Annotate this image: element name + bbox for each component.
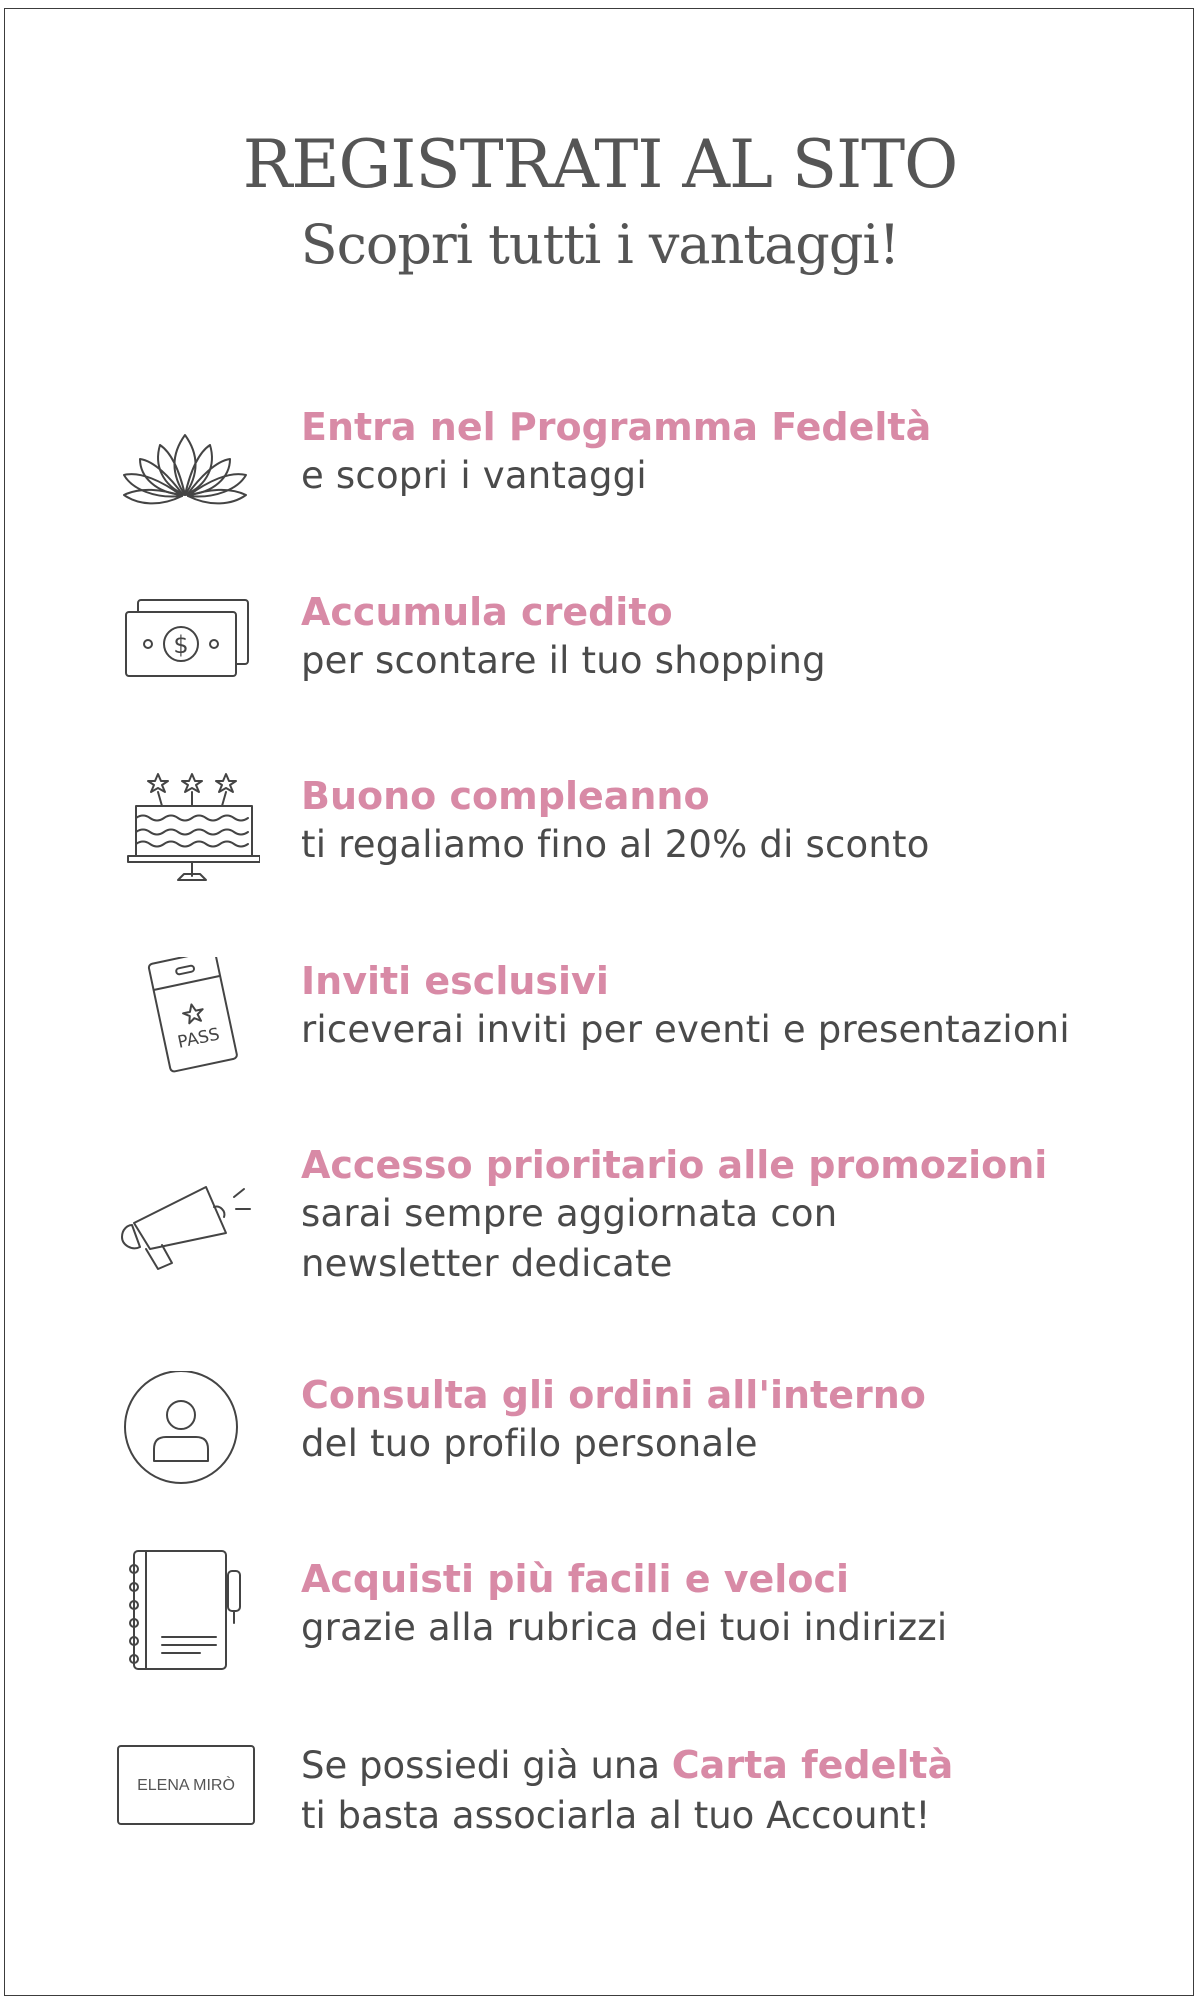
money-icon <box>110 588 260 718</box>
page-subtitle: Scopri tutti i vantaggi! <box>300 213 900 276</box>
benefit-description: ti regaliamo fino al 20% di sconto <box>301 823 930 866</box>
loyalty-card-highlight: Carta fedeltà <box>671 1743 954 1787</box>
benefit-text <box>301 957 1161 1055</box>
birthday-cake-icon <box>110 772 260 902</box>
card-text <box>301 1740 1161 1841</box>
loyalty-card-section <box>0 1740 1200 1880</box>
card-label: ELENA MIRÒ <box>137 1777 235 1794</box>
benefit-text <box>301 1371 1161 1469</box>
address-book-icon <box>110 1547 260 1677</box>
benefit-text <box>301 772 1161 870</box>
benefit-description: sarai sempre aggiornata con newsletter dedicate <box>301 1192 838 1285</box>
benefit-description: riceverai inviti per eventi e presentazioni <box>301 1008 1070 1051</box>
benefit-title: Accesso prioritario alle promozioni <box>301 1143 1048 1187</box>
benefit-title: Consulta gli ordini all'interno <box>301 1373 926 1417</box>
benefit-birthday <box>0 772 1200 912</box>
benefit-orders <box>0 1371 1200 1511</box>
benefit-description: per scontare il tuo shopping <box>301 639 826 682</box>
benefit-title: Entra nel Programma Fedeltà <box>301 405 932 449</box>
card-line-1 <box>301 1740 1161 1791</box>
svg-text:$: $ <box>173 631 189 659</box>
benefit-promotions <box>0 1141 1200 1321</box>
card-text-before: Se possiedi già una <box>301 1744 672 1787</box>
card-text-after: ti basta associarla al tuo Account! <box>301 1794 931 1837</box>
benefit-text <box>301 588 1161 686</box>
benefit-text <box>301 403 1161 501</box>
megaphone-icon <box>110 1161 260 1291</box>
benefit-description: del tuo profilo personale <box>301 1422 758 1465</box>
benefit-invites <box>0 957 1200 1097</box>
benefit-description: grazie alla rubrica dei tuoi indirizzi <box>301 1606 948 1649</box>
benefit-address-book <box>0 1555 1200 1695</box>
benefit-text <box>301 1555 1161 1653</box>
lotus-icon <box>110 403 260 533</box>
page-title: REGISTRATI AL SITO <box>242 126 958 203</box>
benefit-loyalty-program <box>0 403 1200 543</box>
benefit-title: Accumula credito <box>301 590 673 634</box>
benefit-title: Inviti esclusivi <box>301 959 609 1003</box>
pass-icon <box>110 957 260 1087</box>
svg-text:PASS: PASS <box>175 1024 222 1053</box>
benefit-text <box>301 1141 1161 1289</box>
loyalty-card-icon <box>110 1740 260 1870</box>
benefit-title: Buono compleanno <box>301 774 710 818</box>
benefit-credit <box>0 588 1200 728</box>
benefit-title: Acquisti più facili e veloci <box>301 1557 849 1601</box>
benefit-description: e scopri i vantaggi <box>301 454 647 497</box>
user-profile-icon <box>110 1371 260 1501</box>
